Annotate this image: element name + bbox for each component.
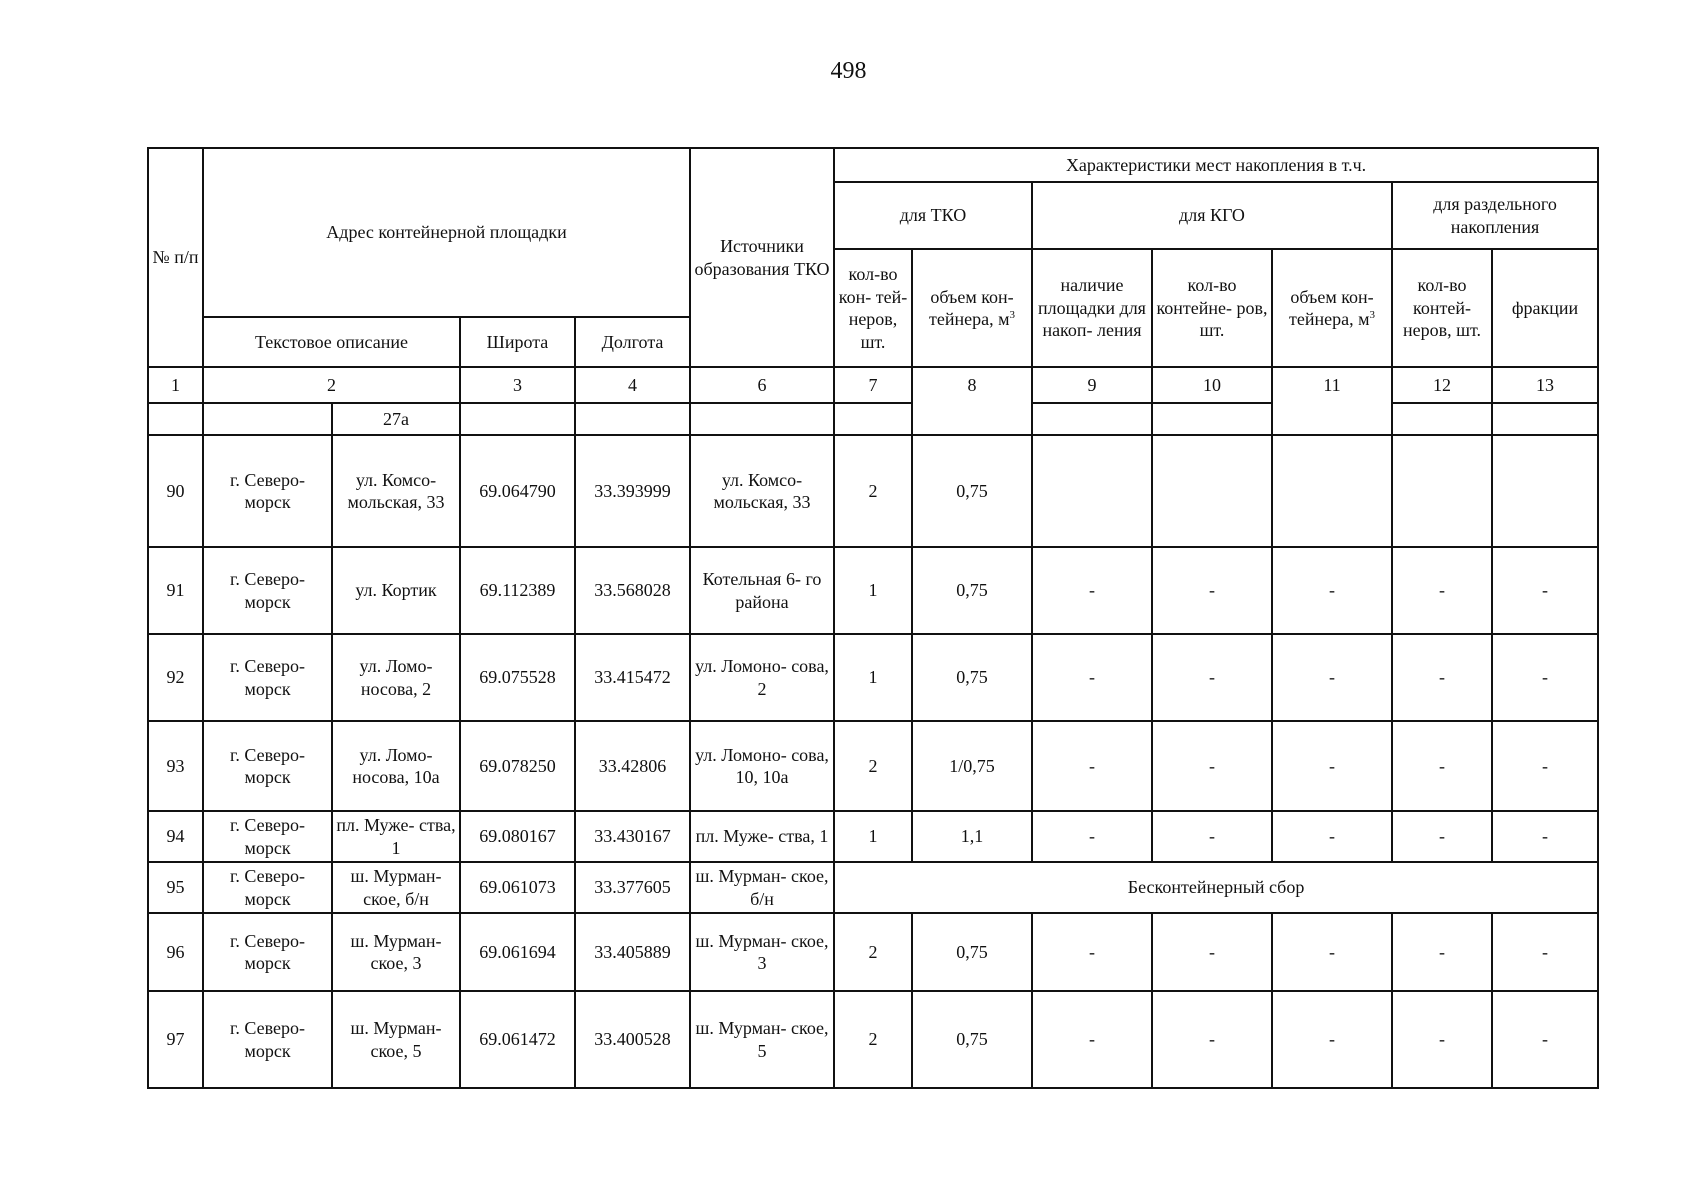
row-c7: 2 [834, 913, 912, 991]
col-number: 4 [575, 367, 690, 403]
row-street: ул. Комсо- мольская, 33 [332, 435, 460, 547]
row-merged-note: Бесконтейнерный сбор [834, 862, 1598, 913]
continuation-cell [1492, 403, 1598, 435]
row-c13: - [1492, 547, 1598, 634]
row-city: г. Северо- морск [203, 913, 332, 991]
table-row [148, 991, 1598, 1088]
row-city: г. Северо- морск [203, 435, 332, 547]
row-longitude: 33.430167 [575, 811, 690, 862]
header-c9: наличие площадки для накоп- ления [1032, 249, 1152, 367]
col-number: 1 [148, 367, 203, 403]
row-c9: - [1032, 913, 1152, 991]
continuation-cell [1032, 403, 1152, 435]
row-c12: - [1392, 547, 1492, 634]
row-latitude: 69.061694 [460, 913, 575, 991]
continuation-text: 27а [332, 403, 460, 435]
row-latitude: 69.061073 [460, 862, 575, 913]
row-c7: 1 [834, 634, 912, 721]
col-number: 11 [1272, 367, 1392, 403]
row-c8: 0,75 [912, 435, 1032, 547]
row-c9: - [1032, 721, 1152, 811]
row-street: ш. Мурман- ское, б/н [332, 862, 460, 913]
row-c7: 1 [834, 547, 912, 634]
row-number: 93 [148, 721, 203, 811]
col-number: 7 [834, 367, 912, 403]
row-latitude: 69.064790 [460, 435, 575, 547]
row-c10: - [1152, 721, 1272, 811]
col-number: 6 [690, 367, 834, 403]
continuation-cell [1272, 403, 1392, 435]
row-c7: 1 [834, 811, 912, 862]
continuation-cell [912, 403, 1032, 435]
row-city: г. Северо- морск [203, 862, 332, 913]
row-longitude: 33.393999 [575, 435, 690, 547]
row-longitude: 33.405889 [575, 913, 690, 991]
header-c10: кол-во контейне- ров, шт. [1152, 249, 1272, 367]
row-street: ш. Мурман- ское, 5 [332, 991, 460, 1088]
row-city: г. Северо- морск [203, 634, 332, 721]
row-c13 [1492, 435, 1598, 547]
row-c7: 2 [834, 991, 912, 1088]
row-street: пл. Муже- ства, 1 [332, 811, 460, 862]
header-address: Адрес контейнерной площадки [203, 148, 690, 317]
table-row [148, 862, 1598, 913]
continuation-cell [460, 403, 575, 435]
header-separate: для раздельного накопления [1392, 182, 1598, 249]
row-street: ш. Мурман- ское, 3 [332, 913, 460, 991]
row-number: 92 [148, 634, 203, 721]
row-longitude: 33.42806 [575, 721, 690, 811]
row-source: ш. Мурман- ское, 3 [690, 913, 834, 991]
row-c9: - [1032, 547, 1152, 634]
row-source: ш. Мурман- ское, 5 [690, 991, 834, 1088]
header-lon: Долгота [575, 317, 690, 367]
header-num: № п/п [148, 148, 203, 367]
row-source: ул. Комсо- мольская, 33 [690, 435, 834, 547]
row-c12: - [1392, 811, 1492, 862]
row-c10: - [1152, 547, 1272, 634]
col-number: 10 [1152, 367, 1272, 403]
row-c7: 2 [834, 435, 912, 547]
row-source: ш. Мурман- ское, б/н [690, 862, 834, 913]
row-city: г. Северо- морск [203, 811, 332, 862]
container-sites-table [147, 147, 1599, 1089]
row-c11: - [1272, 634, 1392, 721]
row-number: 97 [148, 991, 203, 1088]
row-c12: - [1392, 913, 1492, 991]
row-c12: - [1392, 634, 1492, 721]
table-row [148, 811, 1598, 862]
row-c7: 2 [834, 721, 912, 811]
table-row [148, 721, 1598, 811]
row-c10: - [1152, 811, 1272, 862]
row-number: 94 [148, 811, 203, 862]
row-c11: - [1272, 991, 1392, 1088]
row-c8: 0,75 [912, 547, 1032, 634]
header-c7: кол-во кон- тей- неров, шт. [834, 249, 912, 367]
row-c10 [1152, 435, 1272, 547]
row-c9: - [1032, 811, 1152, 862]
col-number: 3 [460, 367, 575, 403]
row-number: 91 [148, 547, 203, 634]
row-longitude: 33.415472 [575, 634, 690, 721]
row-street: ул. Ломо- носова, 2 [332, 634, 460, 721]
header-kgo: для КГО [1032, 182, 1392, 249]
row-street: ул. Кортик [332, 547, 460, 634]
row-number: 96 [148, 913, 203, 991]
continuation-cell [834, 403, 912, 435]
header-c11-sup: 3 [1369, 309, 1375, 321]
row-c11 [1272, 435, 1392, 547]
table-row [148, 634, 1598, 721]
row-c9 [1032, 435, 1152, 547]
continuation-cell [148, 403, 203, 435]
row-city: г. Северо- морск [203, 991, 332, 1088]
row-source: ул. Ломоно- сова, 10, 10а [690, 721, 834, 811]
header-c11 [1272, 249, 1392, 367]
header-c12: кол-во контей- неров, шт. [1392, 249, 1492, 367]
row-street: ул. Ломо- носова, 10а [332, 721, 460, 811]
continuation-cell [203, 403, 332, 435]
row-latitude: 69.075528 [460, 634, 575, 721]
col-number: 12 [1392, 367, 1492, 403]
row-latitude: 69.061472 [460, 991, 575, 1088]
row-city: г. Северо- морск [203, 547, 332, 634]
row-c9: - [1032, 634, 1152, 721]
row-c10: - [1152, 913, 1272, 991]
col-number: 13 [1492, 367, 1598, 403]
continuation-cell [575, 403, 690, 435]
row-c11: - [1272, 721, 1392, 811]
row-longitude: 33.568028 [575, 547, 690, 634]
row-latitude: 69.080167 [460, 811, 575, 862]
row-c8: 1/0,75 [912, 721, 1032, 811]
table-row [148, 913, 1598, 991]
table-row [148, 435, 1598, 547]
row-c9: - [1032, 991, 1152, 1088]
row-latitude: 69.078250 [460, 721, 575, 811]
row-c8: 0,75 [912, 634, 1032, 721]
col-number: 8 [912, 367, 1032, 403]
page-number: 498 [830, 58, 867, 84]
row-c11: - [1272, 547, 1392, 634]
header-c11-text: объем кон- тейнера, м [1289, 286, 1374, 329]
header-c8-sup: 3 [1009, 309, 1015, 321]
row-c13: - [1492, 721, 1598, 811]
row-c12: - [1392, 991, 1492, 1088]
header-c8-text: объем кон- тейнера, м [929, 286, 1014, 329]
row-longitude: 33.400528 [575, 991, 690, 1088]
col-number: 9 [1032, 367, 1152, 403]
header-c13: фракции [1492, 249, 1598, 367]
continuation-cell [1152, 403, 1272, 435]
row-c13: - [1492, 991, 1598, 1088]
row-c13: - [1492, 913, 1598, 991]
row-source: Котельная 6- го района [690, 547, 834, 634]
row-c13: - [1492, 634, 1598, 721]
header-source: Источники образования ТКО [690, 148, 834, 367]
row-source: ул. Ломоно- сова, 2 [690, 634, 834, 721]
header-tko: для ТКО [834, 182, 1032, 249]
row-city: г. Северо- морск [203, 721, 332, 811]
row-c8: 0,75 [912, 913, 1032, 991]
row-source: пл. Муже- ства, 1 [690, 811, 834, 862]
row-c8: 1,1 [912, 811, 1032, 862]
continuation-cell [690, 403, 834, 435]
row-c10: - [1152, 634, 1272, 721]
col-number: 2 [203, 367, 460, 403]
row-c10: - [1152, 991, 1272, 1088]
row-c11: - [1272, 913, 1392, 991]
row-c8: 0,75 [912, 991, 1032, 1088]
header-lat: Широта [460, 317, 575, 367]
row-number: 90 [148, 435, 203, 547]
header-characteristics: Характеристики мест накопления в т.ч. [834, 148, 1598, 182]
row-latitude: 69.112389 [460, 547, 575, 634]
header-c8 [912, 249, 1032, 367]
continuation-cell [1392, 403, 1492, 435]
header-text-desc: Текстовое описание [203, 317, 460, 367]
row-c13: - [1492, 811, 1598, 862]
row-c12 [1392, 435, 1492, 547]
table-row [148, 547, 1598, 634]
row-c11: - [1272, 811, 1392, 862]
row-longitude: 33.377605 [575, 862, 690, 913]
row-c12: - [1392, 721, 1492, 811]
row-number: 95 [148, 862, 203, 913]
